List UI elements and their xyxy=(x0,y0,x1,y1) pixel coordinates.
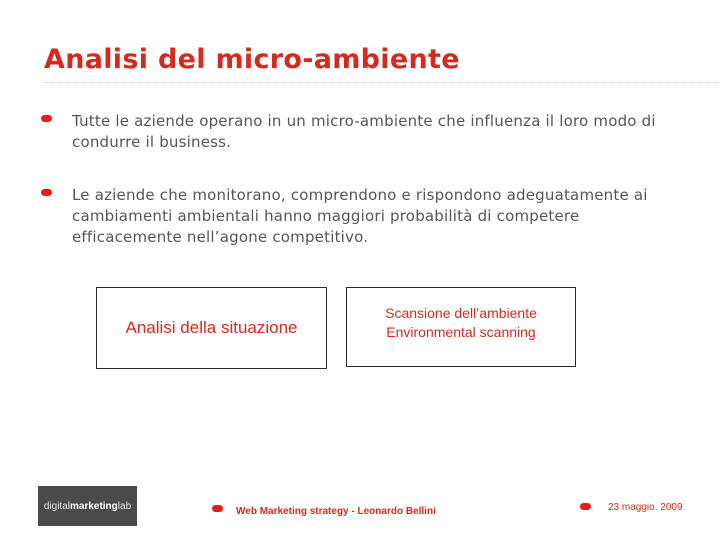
bullet-marker-icon xyxy=(41,115,52,122)
bullet-text: Tutte le aziende operano in un micro-ambiente che influenza il loro modo di condurre il business. xyxy=(72,112,656,151)
footer-marker-icon xyxy=(212,505,223,512)
bullet-marker-icon xyxy=(41,189,52,196)
logo-text-marketing: marketing xyxy=(69,500,118,512)
digital-marketing-lab-logo xyxy=(38,486,137,526)
box-label: Analisi della situazione xyxy=(125,318,298,337)
title-divider xyxy=(44,82,720,83)
box-label-line-2: Environmental scanning xyxy=(386,324,536,340)
logo-text-lab: lab xyxy=(117,500,132,512)
logo-text-digital: digital xyxy=(43,500,70,512)
bullet-item xyxy=(72,111,672,153)
footer-date: 23 maggio. 2009 xyxy=(608,502,683,513)
bullet-item xyxy=(72,185,672,248)
situation-analysis-box xyxy=(96,287,327,369)
environmental-scanning-box xyxy=(346,287,576,367)
footer-credit: Web Marketing strategy - Leonardo Bellini xyxy=(236,506,436,517)
slide-title: Analisi del micro-ambiente xyxy=(44,44,460,75)
bullet-text: Le aziende che monitorano, comprendono e rispondono adeguatamente ai cambiamenti ambientali hanno maggiori probabilità di competere efficacemente nell’agone competitivo. xyxy=(72,186,648,246)
box-label-line-1: Scansione dell’ambiente xyxy=(385,305,537,321)
footer-marker-icon xyxy=(580,503,591,510)
